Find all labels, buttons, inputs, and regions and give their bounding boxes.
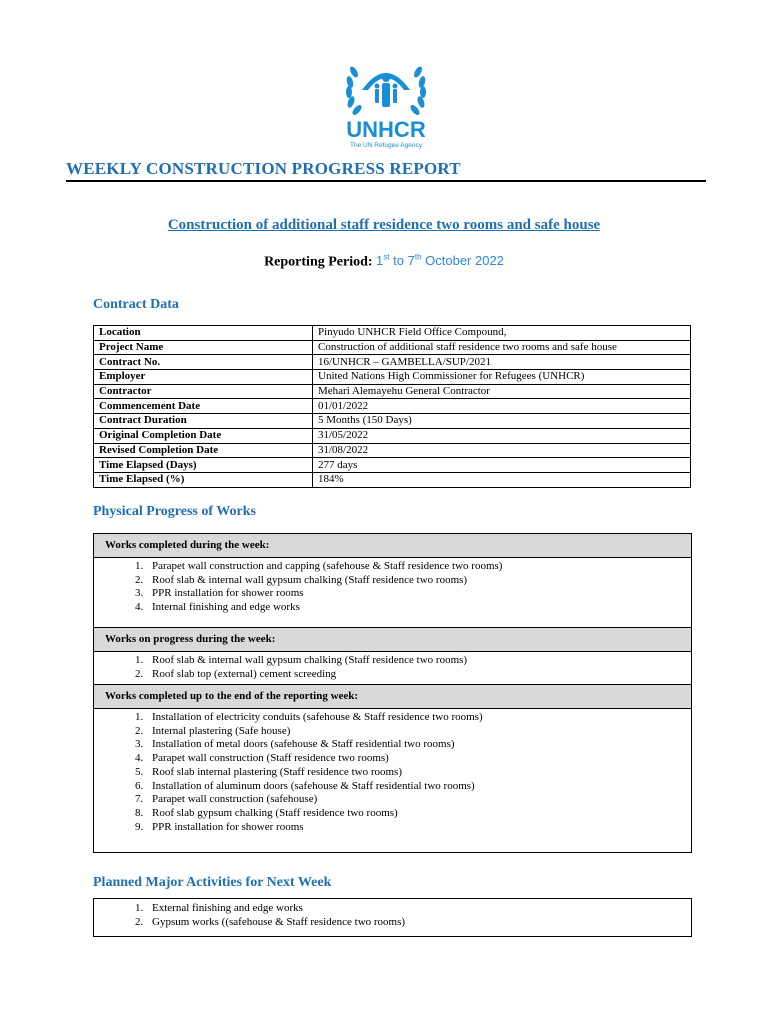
completed-week-header: Works completed during the week: [94, 534, 691, 558]
contract-field-value: Pinyudo UNHCR Field Office Compound, [313, 326, 691, 341]
completed-to-date-header: Works completed up to the end of the reporting week: [94, 684, 691, 709]
list-item: 2. Gypsum works ((safehouse & Staff residence two rooms) [146, 916, 691, 930]
list-item: 2. Roof slab top (external) cement screeding [146, 668, 691, 682]
list-item: 2. Roof slab & internal wall gypsum chalking (Staff residence two rooms) [146, 574, 691, 588]
contract-field-label: Contract No. [94, 355, 313, 370]
contract-row [94, 370, 691, 385]
in-progress-header: Works on progress during the week: [94, 627, 691, 652]
list-item: 1. Parapet wall construction and capping (safehouse & Staff residence two rooms) [146, 560, 691, 574]
report-title-text: WEEKLY CONSTRUCTION PROGRESS REPORT [66, 159, 461, 178]
period-start-suffix: st [383, 253, 390, 262]
contract-field-value: United Nations High Commissioner for Refugees (UNHCR) [313, 370, 691, 385]
list-item: 1. Roof slab & internal wall gypsum chalking (Staff residence two rooms) [146, 654, 691, 668]
list-item: 4. Internal finishing and edge works [146, 601, 691, 615]
period-to: to [393, 253, 404, 269]
planned-activities-list [94, 899, 691, 929]
list-item: 1. External finishing and edge works [146, 902, 691, 916]
contract-field-value: 01/01/2022 [313, 399, 691, 414]
contract-field-value: Mehari Alemayehu General Contractor [313, 384, 691, 399]
contract-row [94, 399, 691, 414]
list-item: 3. PPR installation for shower rooms [146, 587, 691, 601]
contract-row [94, 472, 691, 487]
contract-row [94, 355, 691, 370]
contract-row [94, 326, 691, 341]
contract-field-label: Time Elapsed (%) [94, 472, 313, 487]
planned-activities-box [93, 898, 692, 937]
list-item: 1. Installation of electricity conduits (safehouse & Staff residence two rooms) [146, 711, 691, 725]
period-end-suffix: th [414, 253, 422, 262]
contract-field-label: Employer [94, 370, 313, 385]
contract-field-label: Time Elapsed (Days) [94, 458, 313, 473]
period-month-year: October 2022 [425, 253, 504, 269]
physical-progress-heading: Physical Progress of Works [93, 504, 256, 519]
contract-field-label: Contract Duration [94, 414, 313, 429]
logo-tagline: The UN Refugee Agency [350, 142, 422, 149]
planned-activities-heading: Planned Major Activities for Next Week [93, 875, 332, 890]
list-item: 8. Roof slab gypsum chalking (Staff residence two rooms) [146, 807, 691, 821]
contract-field-label: Project Name [94, 340, 313, 355]
period-end-day: 7 [407, 253, 415, 269]
contract-field-value: 184% [313, 472, 691, 487]
logo-text: UNHCR [346, 117, 426, 142]
contract-field-value: 16/UNHCR – GAMBELLA/SUP/2021 [313, 355, 691, 370]
contract-field-label: Original Completion Date [94, 428, 313, 443]
list-item: 4. Parapet wall construction (Staff residence two rooms) [146, 752, 691, 766]
period-start-day: 1 [376, 253, 384, 269]
contract-row [94, 443, 691, 458]
contract-row [94, 384, 691, 399]
contract-field-value: Construction of additional staff residence two rooms and safe house [313, 340, 691, 355]
completed-week-list [94, 558, 691, 627]
report-title [66, 158, 706, 182]
contract-data-heading: Contract Data [93, 297, 179, 312]
contract-field-label: Commencement Date [94, 399, 313, 414]
contract-field-value: 5 Months (150 Days) [313, 414, 691, 429]
list-item: 5. Roof slab internal plastering (Staff residence two rooms) [146, 766, 691, 780]
contract-field-label: Contractor [94, 384, 313, 399]
list-item: 9. PPR installation for shower rooms [146, 821, 691, 835]
unhcr-logo [340, 52, 432, 150]
contract-row [94, 428, 691, 443]
list-item: 3. Installation of metal doors (safehouse & Staff residential two rooms) [146, 738, 691, 752]
contract-row [94, 414, 691, 429]
contract-field-value: 277 days [313, 458, 691, 473]
list-item: 7. Parapet wall construction (safehouse) [146, 793, 691, 807]
contract-field-value: 31/05/2022 [313, 428, 691, 443]
progress-box [93, 533, 692, 853]
contract-field-label: Location [94, 326, 313, 341]
project-title: Construction of additional staff residence two rooms and safe house [167, 217, 601, 233]
reporting-period-label: Reporting Period: [264, 254, 373, 270]
contract-field-label: Revised Completion Date [94, 443, 313, 458]
reporting-period [0, 253, 768, 270]
contract-field-value: 31/08/2022 [313, 443, 691, 458]
in-progress-list [94, 652, 691, 684]
reporting-period-value [376, 253, 504, 268]
contract-data-table [93, 325, 691, 488]
list-item: 6. Installation of aluminum doors (safehouse & Staff residential two rooms) [146, 780, 691, 794]
completed-to-date-list [94, 709, 691, 834]
list-item: 2. Internal plastering (Safe house) [146, 725, 691, 739]
contract-row [94, 458, 691, 473]
contract-row [94, 340, 691, 355]
